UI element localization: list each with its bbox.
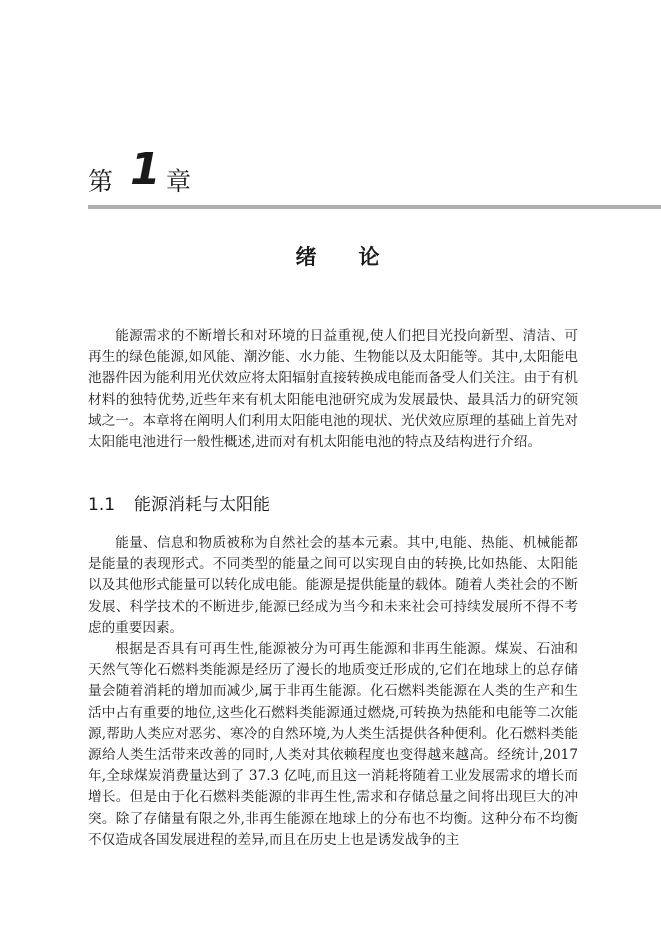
chapter-number: 1 [130,144,159,195]
chapter-suffix: 章 [166,167,192,196]
intro-paragraph: 能源需求的不断增长和对环境的日益重视,使人们把目光投向新型、清洁、可再生的绿色能源,如风能、潮汐能、水力能、生物能以及太阳能等。其中,太阳能电池器件因为能利用光伏效应将太阳辐射直接转换成电能而备受人们关注。由于有机材料的独特优势,近些年来有机太阳能电池研究成为发展最快、最具活力的研究领域之一。本章将在阐明人们利用太阳能电池的现状、光伏效应原理的基础上首先对太阳能电池进行一般性概述,进而对有机太阳能电池的特点及结构进行介绍。 [88,328,578,451]
chapter-title: 绪论 [295,245,422,269]
body-paragraph: 根据是否具有可再生性,能源被分为可再生能源和非再生能源。煤炭、石油和天然气等化石燃料类能源是经历了漫长的地质变迁形成的,它们在地球上的总存储量会随着消耗的增加而减少,属于非再生能源。化石燃料类能源在人类的生产和生活中占有重要的地位,这些化石燃料类能源通过燃烧,可转换为热能和电能等二次能源,帮助人类应对恶劣、寒冷的自然环境,为人类生活提供各种便利。化石燃料类能源给人类生活带来改善的同时,人类对其依赖程度也变得越来越高。经统计,2017 年,全球煤炭消费量达到了 37.3 亿吨,而且这一消耗将随着工业发展需求的增长而增长。但是由于化石燃料类能源的非再生性,需求和存储总量之间将出现巨大的冲突。除了存储量有限之外,非再生能源在地球上的分布也不均衡。这种分布不均衡不仅造成各国发展进程的差异,而且在历史上也是诱发战争的主 [88,641,578,848]
chapter-divider [88,205,661,209]
section-number: 1.1 [88,495,116,515]
section-title: 能源消耗与太阳能 [134,495,270,515]
chapter-prefix: 第 [88,167,114,196]
body-paragraph: 能量、信息和物质被称为自然社会的基本元素。其中,电能、热能、机械能都是能量的表现形式。不同类型的能量之间可以实现自由的转换,比如热能、太阳能以及其他形式能量可以转化成电能。能源是提供能量的载体。随着人类社会的不断发展、科学技术的不断进步,能源已经成为当今和未来社会可持续发展所不得不考虑的重要因素。 [88,535,578,636]
section-heading [88,490,270,515]
